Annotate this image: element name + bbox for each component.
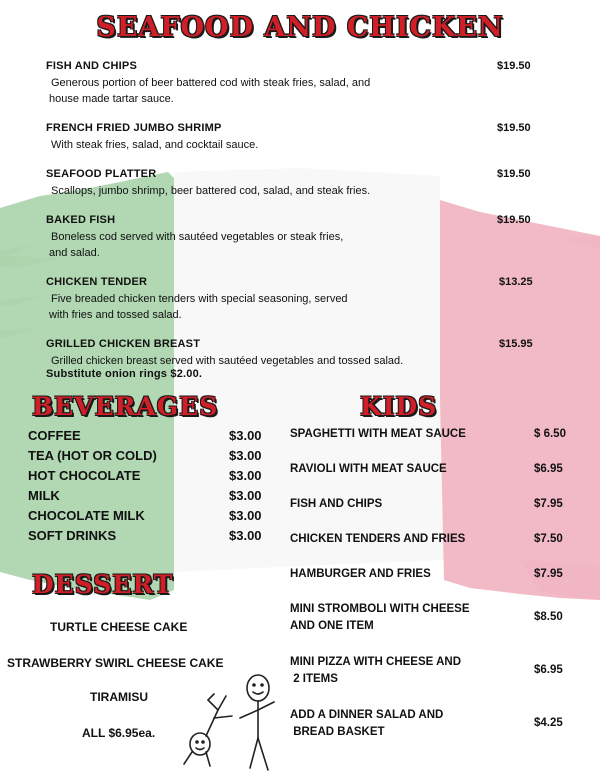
kids-item-name: FISH AND CHIPS — [290, 498, 383, 510]
beverage-name: TEA (HOT OR COLD) — [28, 448, 157, 463]
kids-item-name: SPAGHETTI WITH MEAT SAUCE — [290, 428, 466, 440]
seafood-item-name: GRILLED CHICKEN BREAST — [46, 338, 201, 350]
kids-title: KIDS — [360, 392, 438, 421]
beverage-name: SOFT DRINKS — [28, 528, 117, 543]
kids-item-name: MINI PIZZA WITH CHEESE AND — [290, 656, 462, 668]
kids-item-price: $7.95 — [534, 568, 563, 580]
beverage-price: $3.00 — [229, 508, 262, 523]
kids-item-price: $6.95 — [534, 463, 563, 475]
kids-item-name: CHICKEN TENDERS AND FRIES — [290, 533, 466, 545]
seafood-item-price: $19.50 — [497, 168, 531, 180]
seafood-item-price: $19.50 — [497, 122, 531, 134]
kids-item-name: RAVIOLI WITH MEAT SAUCE — [290, 463, 447, 475]
beverage-price: $3.00 — [229, 428, 262, 443]
stick-figure-head — [247, 675, 269, 701]
seafood-item-desc: and salad. — [49, 247, 100, 259]
seafood-item-price: $19.50 — [497, 60, 531, 72]
seafood-item-desc: Five breaded chicken tenders with special seasoning, served — [51, 293, 348, 305]
dessert-title: DESSERT — [32, 570, 174, 599]
beverage-price: $3.00 — [229, 488, 262, 503]
kids-item-name-line2: 2 ITEMS — [290, 673, 338, 685]
seafood-item-name: SEAFOOD PLATTER — [46, 168, 157, 180]
stick-figure-head-small — [190, 733, 210, 755]
seafood-item-desc: With steak fries, salad, and cocktail sauce. — [51, 139, 259, 151]
seafood-item-price: $13.25 — [499, 276, 533, 288]
seafood-item-name: CHICKEN TENDER — [46, 276, 148, 288]
seafood-item-desc: Generous portion of beer battered cod with steak fries, salad, and — [51, 77, 371, 89]
kids-item-price: $7.95 — [534, 498, 563, 510]
seafood-item-desc: Boneless cod served with sautéed vegetables or steak fries, — [51, 231, 344, 243]
seafood-item-price: $15.95 — [499, 338, 533, 350]
kids-item-name: HAMBURGER AND FRIES — [290, 568, 431, 580]
beverage-name: MILK — [28, 488, 60, 503]
seafood-item-name: FRENCH FRIED JUMBO SHRIMP — [46, 122, 222, 134]
seafood-item-desc: Scallops, jumbo shrimp, beer battered cod, salad, and steak fries. — [51, 185, 371, 197]
kids-item-price: $ 6.50 — [534, 428, 566, 440]
kids-item-name-line2: AND ONE ITEM — [290, 620, 374, 632]
kids-item-price: $7.50 — [534, 533, 563, 545]
kids-item-price: $4.25 — [534, 717, 563, 729]
kids-item-price: $8.50 — [534, 611, 563, 623]
seafood-item-desc: Grilled chicken breast served with sautéed vegetables and tossed salad. — [51, 355, 404, 367]
beverage-name: HOT CHOCOLATE — [28, 468, 141, 483]
dessert-price: ALL $6.95ea. — [82, 726, 156, 740]
kids-item-name: MINI STROMBOLI WITH CHEESE — [290, 603, 470, 615]
beverage-price: $3.00 — [229, 448, 262, 463]
dessert-item: TURTLE CHEESE CAKE — [50, 620, 188, 634]
kids-item-name-line2: BREAD BASKET — [290, 726, 385, 738]
beverage-name: CHOCOLATE MILK — [28, 508, 145, 523]
stick-figures-doodle — [170, 660, 290, 776]
beverage-price: $3.00 — [229, 528, 262, 543]
page-title: SEAFOOD AND CHICKEN — [96, 12, 504, 43]
seafood-item-desc: house made tartar sauce. — [49, 93, 174, 105]
beverage-name: COFFEE — [28, 428, 81, 443]
seafood-item-name: BAKED FISH — [46, 214, 116, 226]
dessert-item: STRAWBERRY SWIRL CHEESE CAKE — [7, 656, 224, 670]
kids-item-name: ADD A DINNER SALAD AND — [290, 709, 444, 721]
seafood-item-price: $19.50 — [497, 214, 531, 226]
beverages-title: BEVERAGES — [32, 392, 219, 421]
onion-rings-note: Substitute onion rings $2.00. — [46, 368, 203, 380]
dessert-item: TIRAMISU — [90, 690, 148, 704]
beverage-price: $3.00 — [229, 468, 262, 483]
seafood-item-desc: with fries and tossed salad. — [49, 309, 182, 321]
kids-item-price: $6.95 — [534, 664, 563, 676]
seafood-item-name: FISH AND CHIPS — [46, 60, 138, 72]
